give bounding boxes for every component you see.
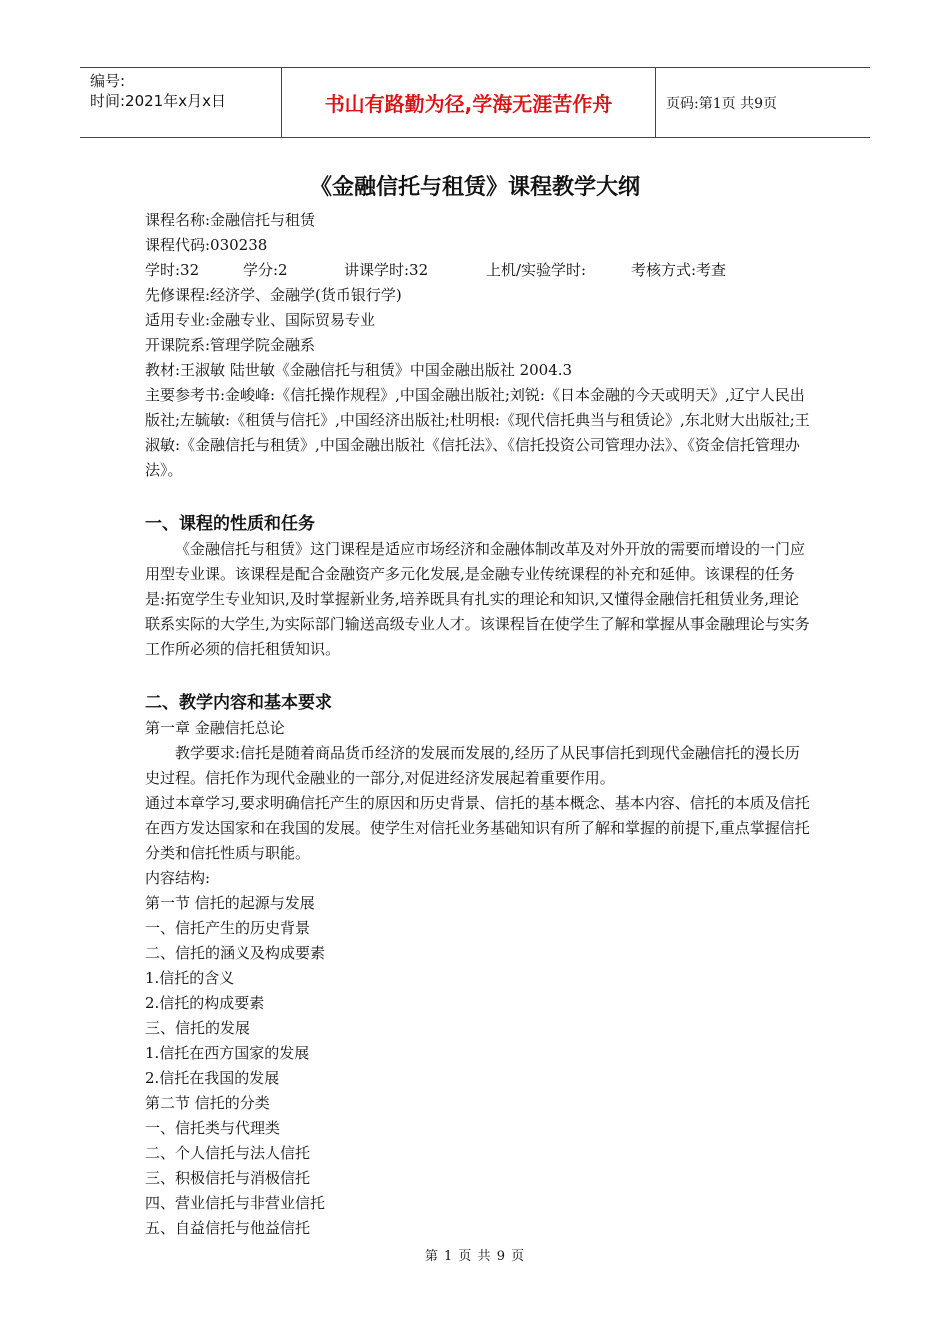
- outline-item: 四、营业信托与非营业信托: [145, 1194, 326, 1212]
- outline-item: 一、信托类与代理类: [145, 1119, 281, 1137]
- lab-hours: 上机/实验学时:: [486, 261, 587, 279]
- outline-item: 三、信托的发展: [145, 1019, 251, 1037]
- outline-label: 内容结构:: [145, 869, 211, 887]
- section-1-body: 《金融信托与租赁》这门课程是适应市场经济和金融体制改革及对外开放的需要而增设的一门应用型专业课。该课程是配合金融资产多元化发展,是金融专业传统课程的补充和延伸。该课程的任务是:拓宽学生专业知识,及时掌握新业务,培养既具有扎实的理论和知识,又懂得金融信托租赁业务,理论联系实际的大学生,为实际部门输送高级专业人才。该课程旨在使学生了解和掌握从事金融理论与实务工作所必须的信托租赁知识。: [145, 540, 810, 658]
- outline-item: 1.信托在西方国家的发展: [145, 1044, 310, 1062]
- header-motto: 书山有路勤为径,学海无涯苦作舟: [281, 68, 656, 137]
- outline-item: 三、积极信托与消极信托: [145, 1169, 311, 1187]
- chapter-title: 第一章 金融信托总论: [145, 719, 285, 737]
- total-hours: 学时:32: [145, 261, 200, 279]
- teaching-requirements: 教学要求:信托是随着商品货币经济的发展而发展的,经历了从民事信托到现代金融信托的漫长历史过程。信托作为现代金融业的一部分,对促进经济发展起着重要作用。: [145, 744, 800, 787]
- document-header: [80, 67, 870, 138]
- outline-item: 2.信托在我国的发展: [145, 1069, 280, 1087]
- section-1-heading: 一、课程的性质和任务: [145, 514, 315, 534]
- credits: 学分:2: [243, 261, 288, 279]
- outline-item: 第二节 信托的分类: [145, 1094, 270, 1112]
- outline-item: 1.信托的含义: [145, 969, 235, 987]
- textbook: 教材:王淑敏 陆世敏《金融信托与租赁》中国金融出版社 2004.3: [145, 361, 573, 379]
- time-label: 时间:2021年x月x日: [90, 92, 226, 110]
- header-left-cell: [80, 68, 281, 137]
- department: 开课院系:管理学院金融系: [145, 336, 316, 354]
- section-2-heading: 二、教学内容和基本要求: [145, 693, 332, 713]
- outline-item: 五、自益信托与他益信托: [145, 1219, 311, 1237]
- outline-item: 2.信托的构成要素: [145, 994, 265, 1012]
- document-body: [145, 208, 810, 1241]
- outline-item: 第一节 信托的起源与发展: [145, 894, 315, 912]
- course-name: 课程名称:金融信托与租赁: [145, 211, 316, 229]
- outline-list: [145, 891, 810, 1241]
- outline-item: 二、个人信托与法人信托: [145, 1144, 311, 1162]
- assessment: 考核方式:考查: [631, 261, 727, 279]
- references: 主要参考书:金峻峰:《信托操作规程》,中国金融出版社;刘锐:《日本金融的今天或明天》,辽宁人民出版社;左毓敏:《租赁与信托》,中国经济出版社;杜明根:《现代信托典当与租赁论》,东北财大出版社;王淑敏:《金融信托与租赁》,中国金融出版社《信托法》、《信托投资公司管理办法》、《资金信托管理办法》。: [145, 386, 810, 479]
- learning-objectives: 通过本章学习,要求明确信托产生的原因和历史背景、信托的基本概念、基本内容、信托的本质及信托在西方发达国家和在我国的发展。使学生对信托业务基础知识有所了解和掌握的前提下,重点掌握信托分类和信托性质与职能。: [145, 794, 810, 862]
- number-label: 编号:: [90, 72, 126, 90]
- hours-row: [145, 258, 810, 283]
- outline-item: 二、信托的涵义及构成要素: [145, 944, 326, 962]
- prerequisites: 先修课程:经济学、金融学(货币银行学): [145, 286, 402, 304]
- page-footer: 第 1 页 共 9 页: [424, 1249, 526, 1264]
- course-code: 课程代码:030238: [145, 236, 268, 254]
- document-title: 《金融信托与租赁》课程教学大纲: [309, 175, 640, 200]
- applicable-majors: 适用专业:金融专业、国际贸易专业: [145, 311, 376, 329]
- lecture-hours: 讲课学时:32: [344, 261, 429, 279]
- outline-item: 一、信托产生的历史背景: [145, 919, 311, 937]
- header-page-info: 页码:第1页 共9页: [666, 95, 777, 112]
